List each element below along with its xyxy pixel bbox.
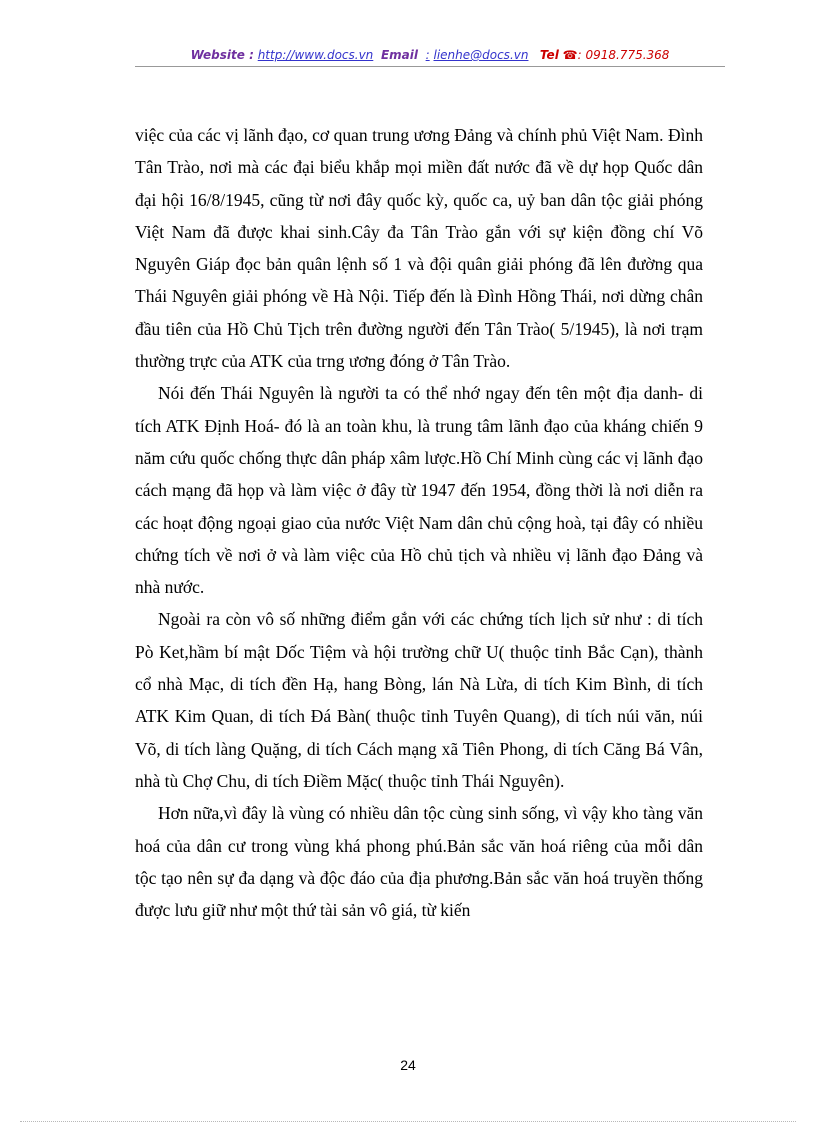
- email-link[interactable]: lienhe@docs.vn: [433, 48, 529, 62]
- body-text: [135, 119, 703, 926]
- tel-number: : 0918.775.368: [577, 48, 670, 62]
- website-label: Website :: [190, 48, 254, 62]
- header-divider: [135, 66, 725, 67]
- page-header: [135, 47, 725, 63]
- telephone-icon: ☎: [562, 48, 578, 62]
- email-separator: :: [425, 48, 430, 62]
- page-number: 24: [400, 1057, 416, 1073]
- paragraph: Hơn nữa,vì đây là vùng có nhiều dân tộc cùng sinh sống, vì vậy kho tàng văn hoá của dân cư trong vùng khá phong phú.Bản sắc văn hoá riêng của mỗi dân tộc tạo nên sự đa dạng và độc đáo của địa phương.Bản sắc văn hoá truyền thống được lưu giữ như một thứ tài sản vô giá, từ kiến: [135, 803, 703, 921]
- email-label: Email: [380, 48, 418, 62]
- page-bottom-border: [20, 1121, 796, 1122]
- paragraph: Nói đến Thái Nguyên là người ta có thể nhớ ngay đến tên một địa danh- di tích ATK Định Hoá- đó là an toàn khu, là trung tâm lãnh đạo của kháng chiến 9 năm cứu quốc chống thực dân pháp xâm lược.Hồ Chí Minh cùng các vị lãnh đạo cách mạng đã họp và làm việc ở đây từ 1947 đến 1954, đồng thời là nơi diễn ra các hoạt động ngoại giao của nước Việt Nam dân chủ cộng hoà, tại đây có nhiều chứng tích về nơi ở và làm việc của Hồ chủ tịch và nhiều vị lãnh đạo Đảng và nhà nước.: [135, 383, 703, 598]
- paragraph: Ngoài ra còn vô số những điểm gắn với các chứng tích lịch sử như : di tích Pò Ket,hầm bí mật Dốc Tiệm và hội trường chữ U( thuộc tỉnh Bắc Cạn), thành cổ nhà Mạc, di tích đền Hạ, hang Bòng, lán Nà Lừa, di tích Kim Bình, di tích ATK Kim Quan, di tích Đá Bàn( thuộc tỉnh Tuyên Quang), di tích núi văn, núi Võ, di tích làng Quặng, di tích Cách mạng xã Tiên Phong, di tích Căng Bá Vân, nhà tù Chợ Chu, di tích Điềm Mặc( thuộc tỉnh Thái Nguyên).: [135, 609, 703, 791]
- tel-label: Tel: [539, 48, 559, 62]
- website-link[interactable]: http://www.docs.vn: [257, 48, 374, 62]
- paragraph: việc của các vị lãnh đạo, cơ quan trung ương Đảng và chính phủ Việt Nam. Đình Tân Trào, nơi mà các đại biểu khắp mọi miền đất nước đã về dự họp Quốc dân đại hội 16/8/1945, cũng từ nơi đây quốc kỳ, quốc ca, uỷ ban dân tộc giải phóng Việt Nam đã được khai sinh.Cây đa Tân Trào gắn với sự kiện đồng chí Võ Nguyên Giáp đọc bản quân lệnh số 1 và đội quân giải phóng đã lên đường qua Thái Nguyên giải phóng về Hà Nội. Tiếp đến là Đình Hồng Thái, nơi dừng chân đầu tiên của Hồ Chủ Tịch trên đường người đến Tân Trào( 5/1945), là nơi trạm thường trực của ATK của trng ương đóng ở Tân Trào.: [135, 125, 703, 372]
